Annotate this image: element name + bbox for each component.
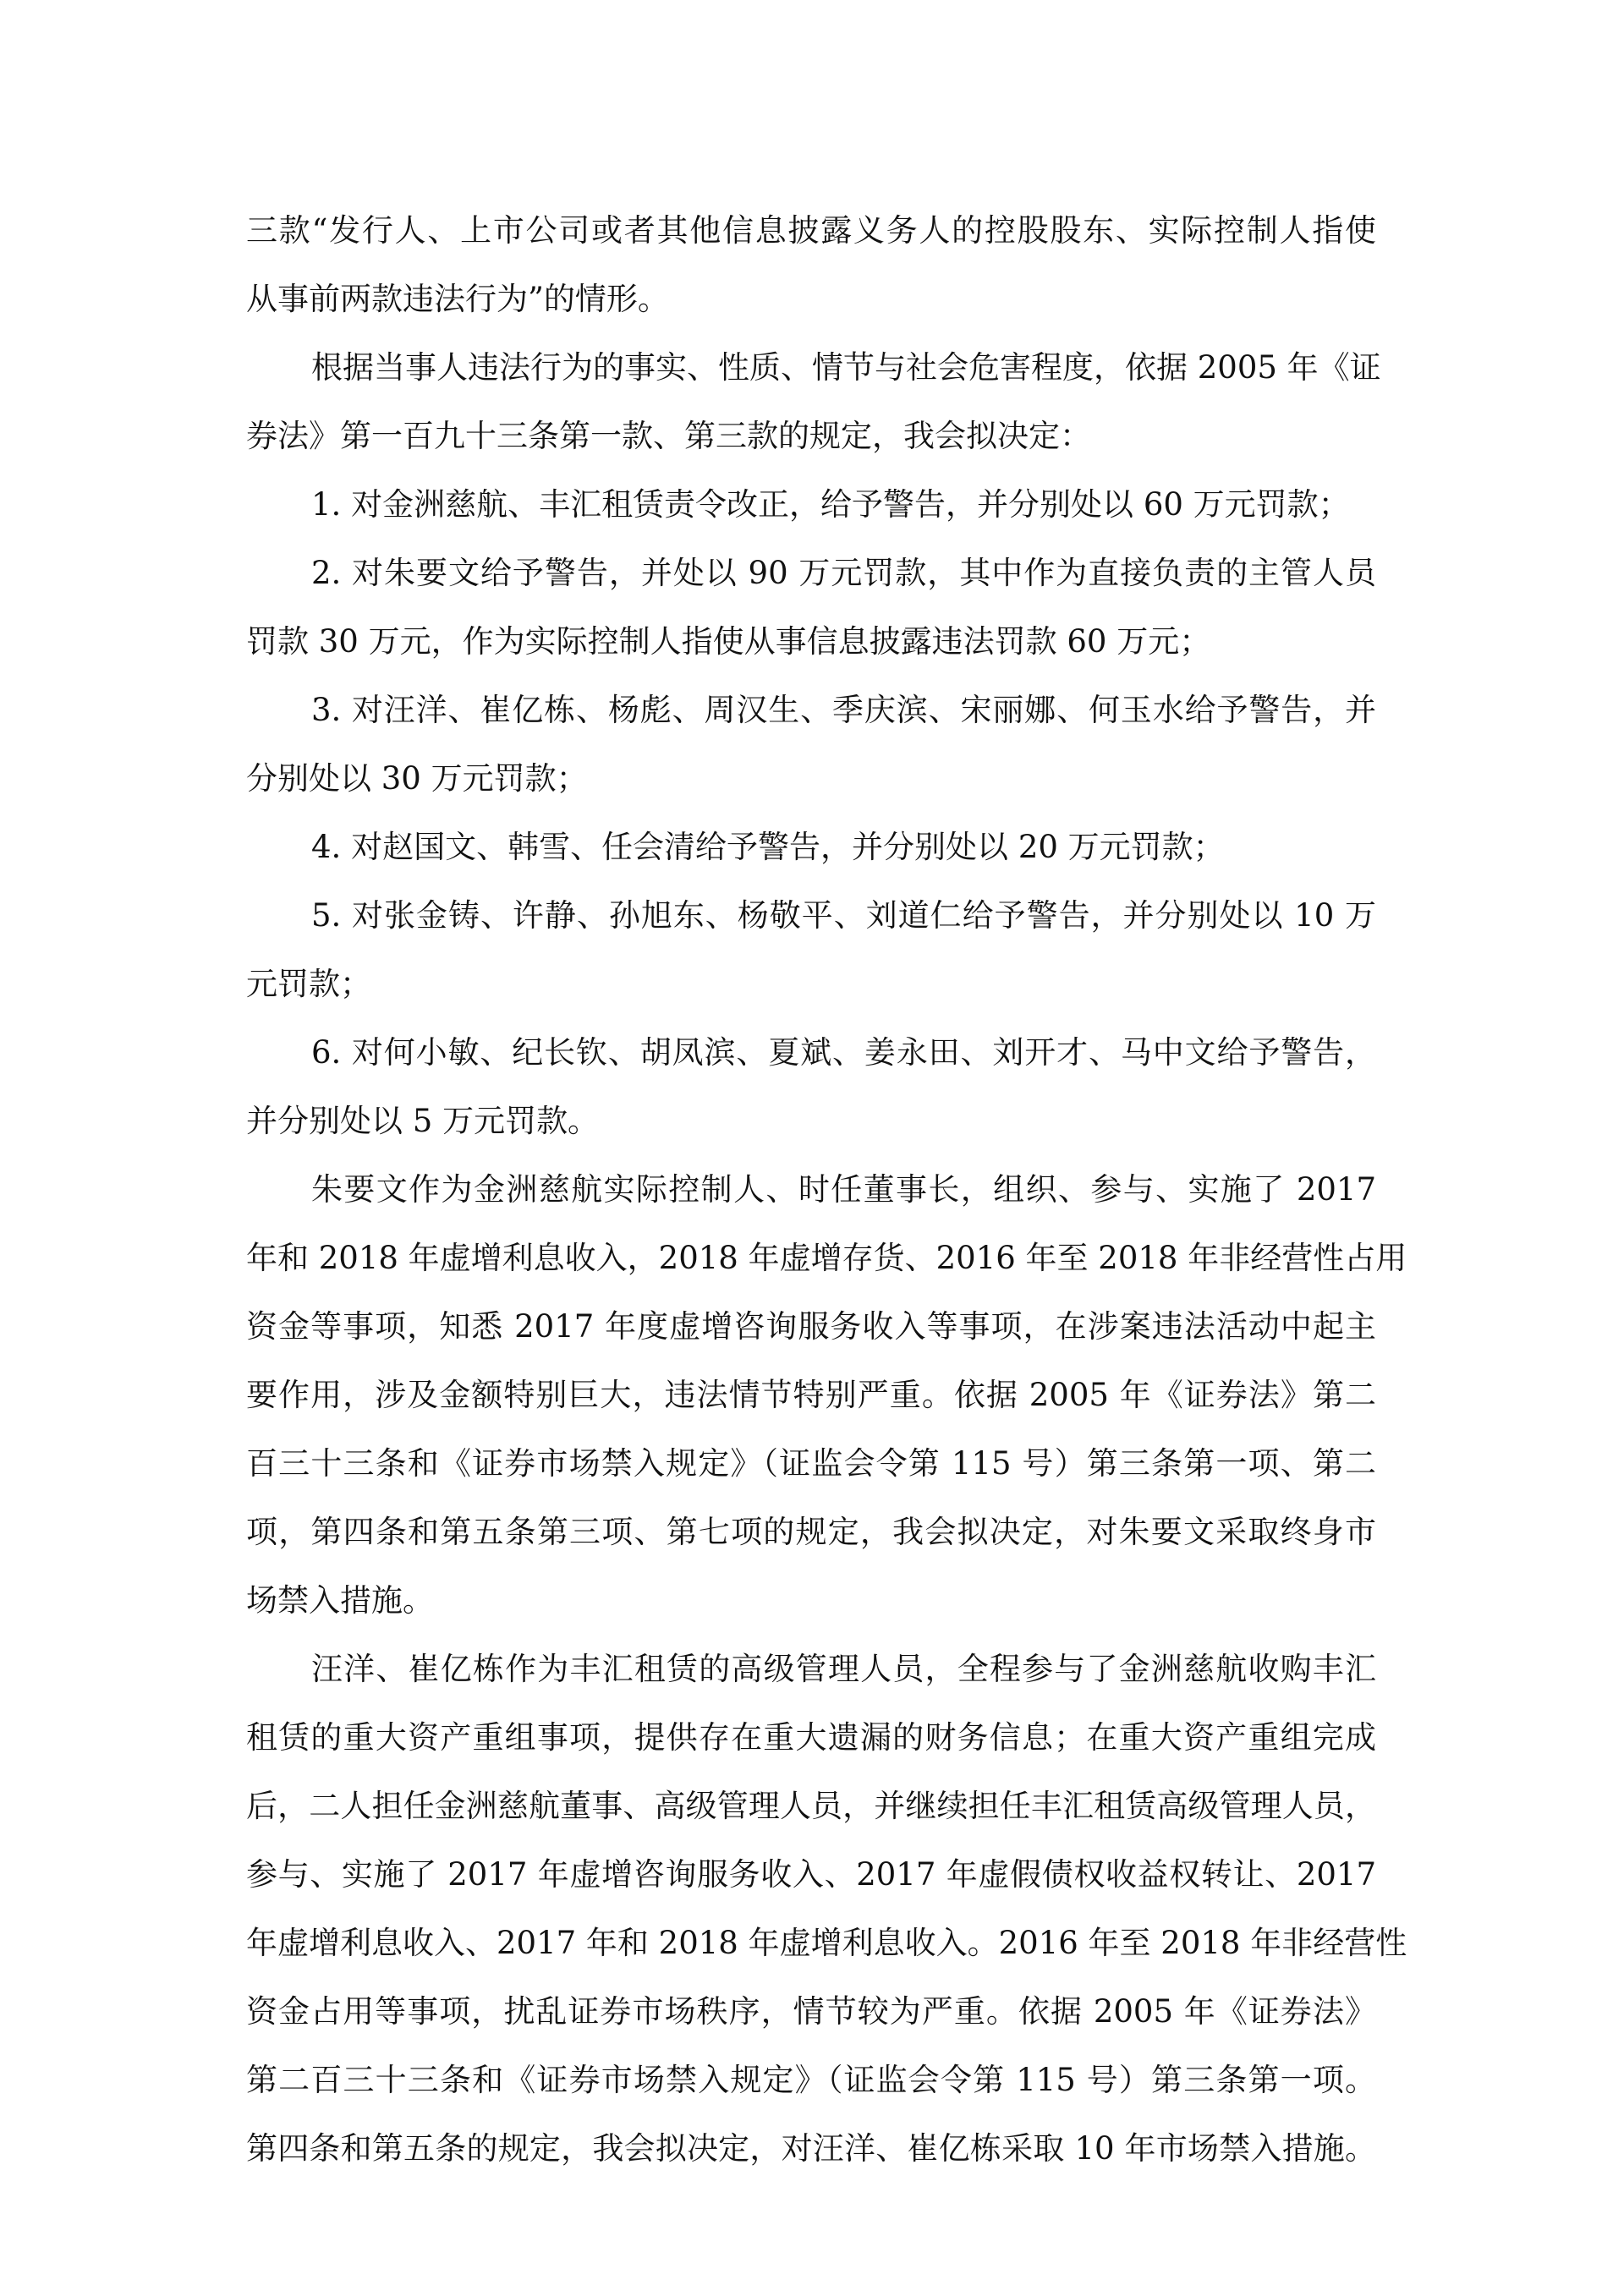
text-line: 6. 对何小敏、纪长钦、胡凤滨、夏斌、姜永田、刘开才、马中文给予警告， <box>311 1034 1376 1071</box>
penalty-item-2 <box>246 539 1376 676</box>
text-line: 第四条和第五条的规定，我会拟决定，对汪洋、崔亿栋采取 10 年市场禁入措施。 <box>246 2130 1376 2167</box>
text-line: 汪洋、崔亿栋作为丰汇租赁的高级管理人员，全程参与了金洲慈航收购丰汇 <box>311 1651 1376 1687</box>
paragraph-decision-basis <box>246 333 1381 470</box>
text-line: 2. 对朱要文给予警告，并处以 90 万元罚款，其中作为直接负责的主管人员 <box>311 555 1376 591</box>
text-line: 后，二人担任金洲慈航董事、高级管理人员，并继续担任丰汇租赁高级管理人员， <box>246 1788 1376 1824</box>
penalty-item-5 <box>246 881 1376 1018</box>
text-line: 参与、实施了 2017 年虚增咨询服务收入、2017 年虚假债权收益权转让、2017 <box>246 1856 1376 1893</box>
paragraph-continuation <box>246 196 1376 333</box>
text-line: 场禁入措施。 <box>246 1582 434 1619</box>
text-line: 1. 对金洲慈航、丰汇租赁责令改正，给予警告，并分别处以 60 万元罚款； <box>311 486 1350 523</box>
text-line: 资金占用等事项，扰乱证券市场秩序，情节较为严重。依据 2005 年《证券法》 <box>246 1993 1376 2030</box>
penalty-item-3 <box>246 676 1376 813</box>
text-line: 并分别处以 5 万元罚款。 <box>246 1103 600 1139</box>
text-line: 券法》第一百九十三条第一款、第三款的规定，我会拟决定： <box>246 418 1091 454</box>
paragraph-market-ban-zhu <box>246 1155 1407 1635</box>
text-line: 租赁的重大资产重组事项，提供存在重大遗漏的财务信息；在重大资产重组完成 <box>246 1719 1376 1756</box>
penalty-item-1 <box>246 470 1376 539</box>
text-line: 百三十三条和《证券市场禁入规定》（证监会令第 115 号）第三条第一项、第二 <box>246 1445 1376 1482</box>
text-line: 元罚款； <box>246 966 371 1002</box>
text-line: 项，第四条和第五条第三项、第七项的规定，我会拟决定，对朱要文采取终身市 <box>246 1514 1376 1550</box>
text-line: 第二百三十三条和《证券市场禁入规定》（证监会令第 115 号）第三条第一项。 <box>246 2062 1376 2098</box>
text-line: 从事前两款违法行为”的情形。 <box>246 281 669 317</box>
penalty-item-6 <box>246 1018 1376 1155</box>
text-line: 三款“发行人、上市公司或者其他信息披露义务人的控股股东、实际控制人指使 <box>246 212 1376 249</box>
text-line: 朱要文作为金洲慈航实际控制人、时任董事长，组织、参与、实施了 2017 <box>311 1171 1376 1208</box>
text-line: 要作用，涉及金额特别巨大，违法情节特别严重。依据 2005 年《证券法》第二 <box>246 1377 1376 1413</box>
text-line: 罚款 30 万元，作为实际控制人指使从事信息披露违法罚款 60 万元； <box>246 623 1211 660</box>
text-line: 5. 对张金铸、许静、孙旭东、杨敬平、刘道仁给予警告，并分别处以 10 万 <box>311 897 1376 934</box>
penalty-item-4 <box>246 813 1376 881</box>
text-line: 资金等事项，知悉 2017 年度虚增咨询服务收入等事项，在涉案违法活动中起主 <box>246 1308 1376 1345</box>
text-line: 年和 2018 年虚增利息收入，2018 年虚增存货、2016 年至 2018 年非经营性占用 <box>246 1240 1407 1276</box>
text-line: 根据当事人违法行为的事实、性质、情节与社会危害程度，依据 2005 年《证 <box>311 349 1381 386</box>
text-line: 年虚增利息收入、2017 年和 2018 年虚增利息收入。2016 年至 2018 年非经营性 <box>246 1925 1407 1961</box>
document-body <box>246 196 1407 2183</box>
text-line: 分别处以 30 万元罚款； <box>246 760 588 797</box>
text-line: 4. 对赵国文、韩雪、任会清给予警告，并分别处以 20 万元罚款； <box>311 829 1225 865</box>
text-line: 3. 对汪洋、崔亿栋、杨彪、周汉生、季庆滨、宋丽娜、何玉水给予警告，并 <box>311 692 1376 728</box>
paragraph-market-ban-wang-cui <box>246 1635 1407 2183</box>
